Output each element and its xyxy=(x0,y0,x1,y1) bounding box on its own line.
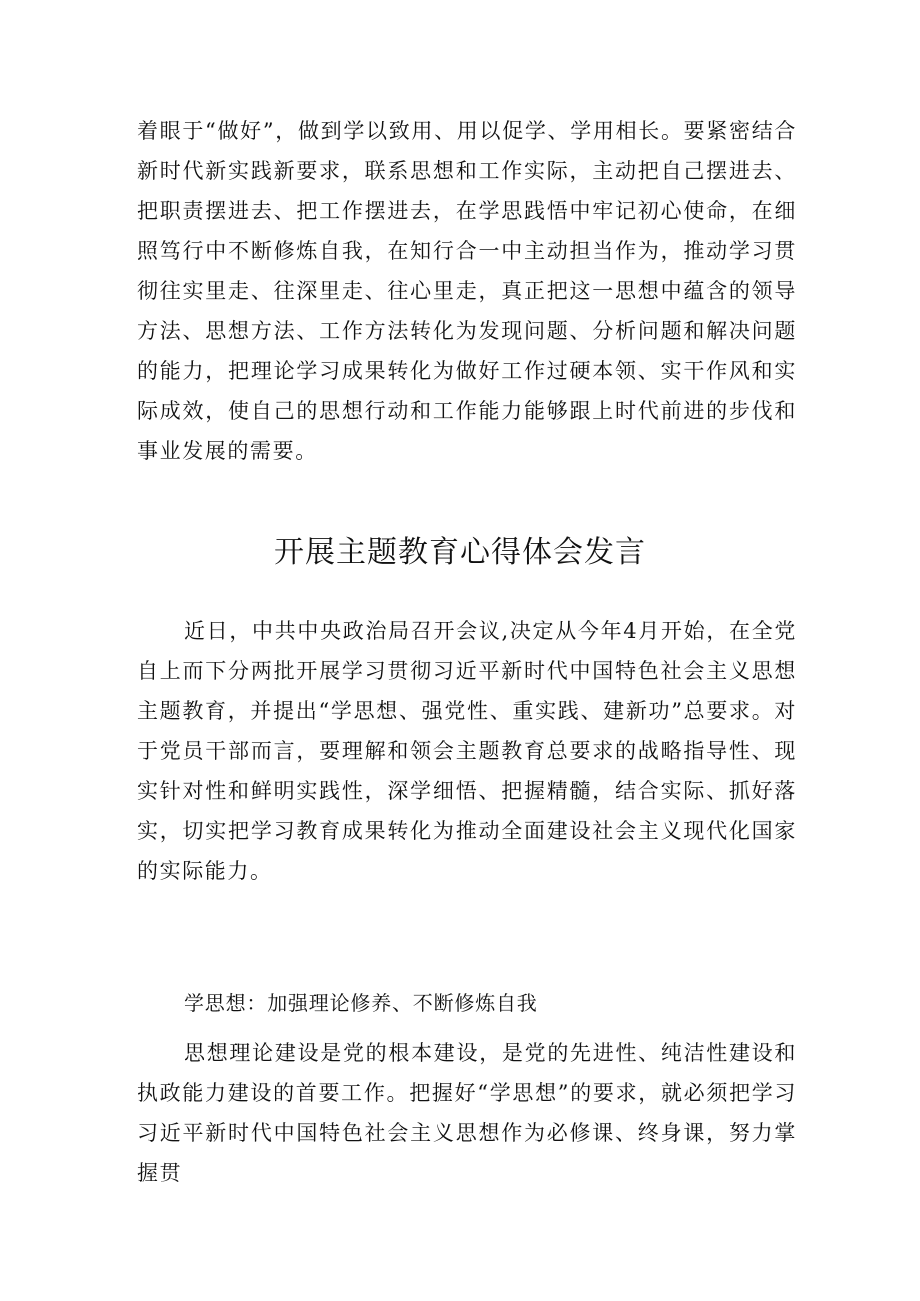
paragraph-section: 思想理论建设是党的根本建设，是党的先进性、纯洁性建设和执政能力建设的首要工作。把握好“学思想”的要求，就必须把学习习近平新时代中国特色社会主义思想作为必修课、终身课，努力掌握贯 xyxy=(137,1041,797,1185)
paragraph-continuation: 着眼于“做好”，做到学以致用、用以促学、学用相长。要紧密结合新时代新实践新要求，联系思想和工作实际，主动把自己摆进去、把职责摆进去、把工作摆进去，在学思践悟中牢记初心使命，在细照笃行中不断修炼自我，在知行合一中主动担当作为，推动学习贯彻往实里走、往深里走、往心里走，真正把这一思想中蕴含的领导方法、思想方法、工作方法转化为发现问题、分析问题和解决问题的能力，把理论学习成果转化为做好工作过硬本领、实干作风和实际成效，使自己的思想行动和工作能力能够跟上时代前进的步伐和事业发展的需要。 xyxy=(137,119,797,463)
paragraph-intro: 近日，中共中央政治局召开会议,决定从今年4月开始，在全党自上而下分两批开展学习贯彻习近平新时代中国特色社会主义思想主题教育，并提出“学思想、强党性、重实践、建新功”总要求。对于党员干部而言，要理解和领会主题教育总要求的战略指导性、现实针对性和鲜明实践性，深学细悟、把握精髓，结合实际、抓好落实，切实把学习教育成果转化为推动全面建设社会主义现代化国家的实际能力。 xyxy=(137,619,797,883)
section-heading: 学思想：加强理论修养、不断修炼自我 xyxy=(184,991,538,1015)
page-title: 开展主题教育心得体会发言 xyxy=(274,535,646,570)
